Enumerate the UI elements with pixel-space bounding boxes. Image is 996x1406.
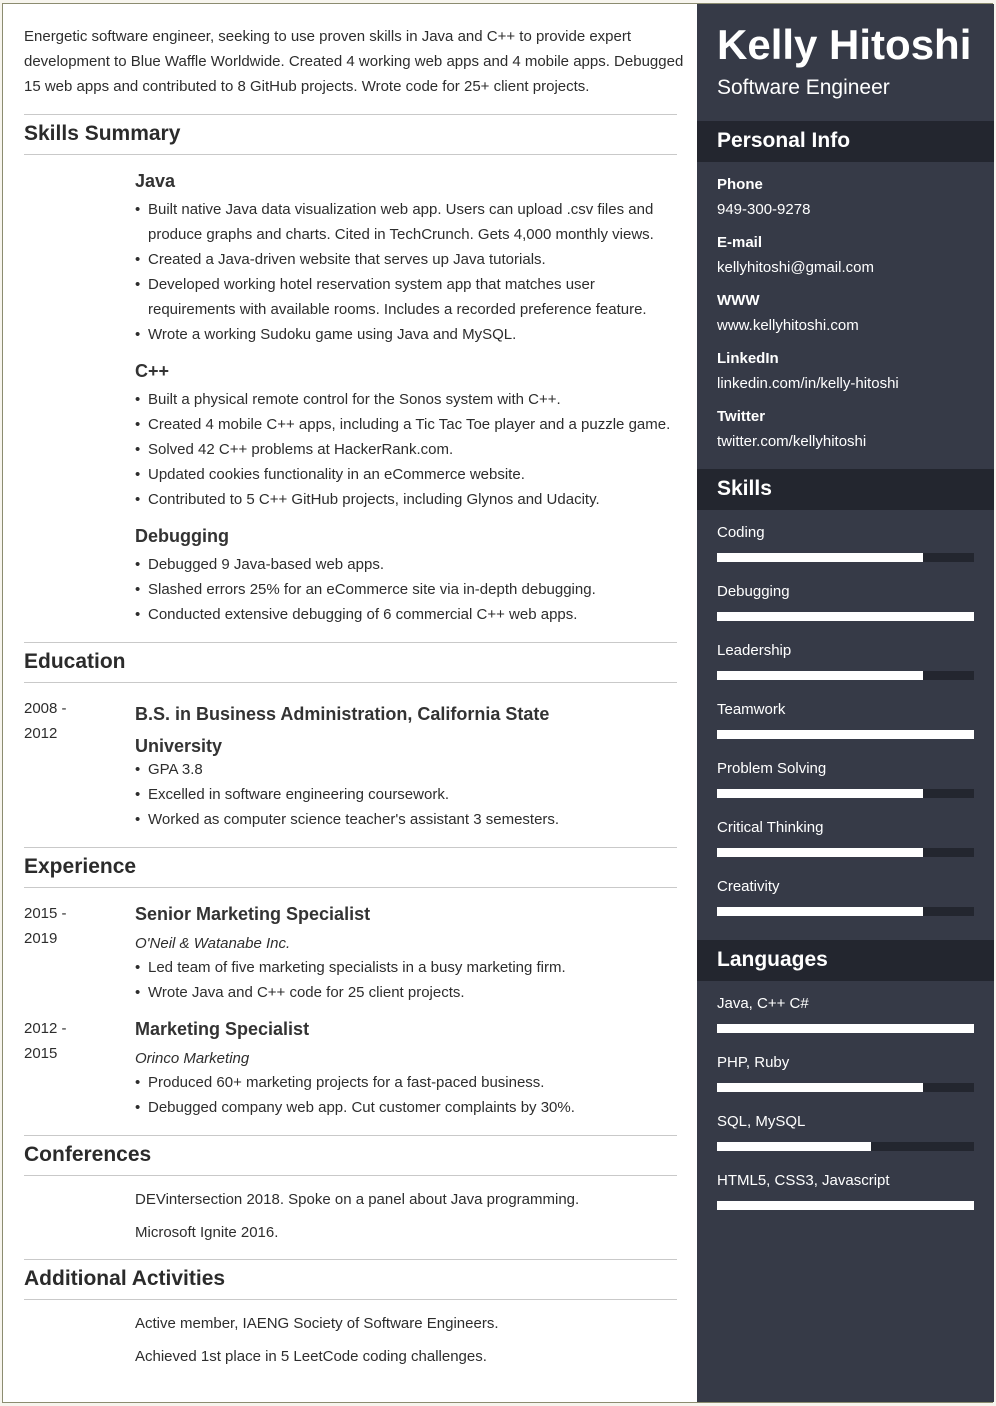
skill-bar-fill <box>717 671 923 680</box>
skill-bar <box>717 789 974 798</box>
resume-page <box>2 3 993 1403</box>
list-item: • Built native Java data visualization web app. Users can upload .csv files and produce graphs and charts. Cited in TechCrunch. Gets 4,000 monthly views. <box>135 197 680 247</box>
skill-group-bullets <box>135 552 680 627</box>
skills-title: Skills <box>717 477 772 500</box>
list-item: • Created a Java-driven website that serves up Java tutorials. <box>135 247 680 272</box>
skill-bar-fill <box>717 730 974 739</box>
list-item: • Developed working hotel reservation system app that matches user requirements with available rooms. Includes a recorded preference feature. <box>135 272 680 322</box>
language-bar <box>717 1201 974 1210</box>
contact-label: LinkedIn <box>717 350 779 367</box>
language-bar <box>717 1142 974 1151</box>
job-dates: 2015 - 2019 <box>24 905 67 947</box>
language-label: SQL, MySQL <box>717 1113 806 1130</box>
language-bar-fill <box>717 1142 871 1151</box>
list-item: • Led team of five marketing specialists in a busy marketing firm. <box>135 955 680 980</box>
skill-label: Debugging <box>717 583 790 600</box>
contact-label: WWW <box>717 292 760 309</box>
language-bar <box>717 1024 974 1033</box>
job-company: Orinco Marketing <box>135 1050 250 1067</box>
job-bullets <box>135 955 680 1005</box>
language-bar <box>717 1083 974 1092</box>
phone-value: 949-300-9278 <box>717 201 811 218</box>
language-label: PHP, Ruby <box>717 1054 790 1071</box>
skill-group-title: Debugging <box>135 526 229 546</box>
education-dates: 2008 - 2012 <box>24 700 67 742</box>
job-title: Senior Marketing Specialist <box>135 904 371 924</box>
contact-label: Twitter <box>717 408 766 425</box>
skill-label: Coding <box>717 524 765 541</box>
languages-title: Languages <box>717 948 828 971</box>
skill-bar-fill <box>717 848 923 857</box>
language-bar-fill <box>717 1083 923 1092</box>
skill-bar-fill <box>717 612 974 621</box>
skill-bar <box>717 730 974 739</box>
candidate-name: Kelly Hitoshi <box>717 21 972 68</box>
skill-label: Critical Thinking <box>717 819 824 836</box>
education-heading <box>24 642 677 683</box>
experience-heading <box>24 847 677 888</box>
twitter-value: twitter.com/kellyhitoshi <box>717 433 867 450</box>
conferences-heading <box>24 1135 677 1176</box>
list-item: • Produced 60+ marketing projects for a fast-paced business. <box>135 1070 680 1095</box>
list-item: • Built a physical remote control for the Sonos system with C++. <box>135 387 680 412</box>
conferences-title: Conferences <box>24 1143 152 1166</box>
list-item: • Debugged 9 Java-based web apps. <box>135 552 680 577</box>
list-item: • Worked as computer science teacher's assistant 3 semesters. <box>135 807 680 832</box>
email-value: kellyhitoshi@gmail.com <box>717 259 874 276</box>
job-bullets <box>135 1070 680 1120</box>
list-item: • Created 4 mobile C++ apps, including a Tic Tac Toe player and a puzzle game. <box>135 412 680 437</box>
language-label: HTML5, CSS3, Javascript <box>717 1172 890 1189</box>
additional-activities-heading <box>24 1259 677 1300</box>
main-column <box>3 4 697 1402</box>
skills-summary-heading <box>24 114 677 155</box>
website-value: www.kellyhitoshi.com <box>717 317 859 334</box>
job-dates: 2012 - 2015 <box>24 1020 67 1062</box>
skill-label: Creativity <box>717 878 780 895</box>
education-title: Education <box>24 650 126 673</box>
conference-item: Microsoft Ignite 2016. <box>135 1224 279 1241</box>
skill-bar-fill <box>717 553 923 562</box>
list-item: • Wrote a working Sudoku game using Java and MySQL. <box>135 322 680 347</box>
education-bullets <box>135 757 680 832</box>
list-item: • Updated cookies functionality in an eCommerce website. <box>135 462 680 487</box>
languages-heading <box>697 940 994 981</box>
list-item: • Wrote Java and C++ code for 25 client projects. <box>135 980 680 1005</box>
contact-label: E-mail <box>717 234 763 251</box>
skill-bar <box>717 848 974 857</box>
conference-item: DEVintersection 2018. Spoke on a panel about Java programming. <box>135 1191 580 1208</box>
skill-bar <box>717 612 974 621</box>
skill-bar <box>717 553 974 562</box>
skill-bar-fill <box>717 907 923 916</box>
candidate-title: Software Engineer <box>717 76 890 99</box>
skills-summary-title: Skills Summary <box>24 122 181 145</box>
language-label: Java, C++ C# <box>717 995 809 1012</box>
experience-title: Experience <box>24 855 137 878</box>
skill-label: Problem Solving <box>717 760 827 777</box>
sidebar <box>697 4 994 1402</box>
skill-group-title: C++ <box>135 361 170 381</box>
activity-item: Active member, IAENG Society of Software Engineers. <box>135 1315 499 1332</box>
personal-info-heading <box>697 121 994 162</box>
activity-item: Achieved 1st place in 5 LeetCode coding challenges. <box>135 1348 487 1365</box>
skill-group-bullets <box>135 387 680 512</box>
skill-bar <box>717 671 974 680</box>
skills-heading <box>697 469 994 510</box>
education-degree: B.S. in Business Administration, California State University <box>135 704 550 756</box>
language-bar-fill <box>717 1201 974 1210</box>
list-item: • Excelled in software engineering coursework. <box>135 782 680 807</box>
skill-group-title: Java <box>135 171 176 191</box>
skill-bar-fill <box>717 789 923 798</box>
skill-label: Leadership <box>717 642 792 659</box>
summary-paragraph: Energetic software engineer, seeking to use proven skills in Java and C++ to provide expert development to Blue Waffle Worldwide. Created 4 working web apps and 4 mobile apps. Debugged 15 web apps and contributed to 8 GitHub projects. Wrote code for 25+ client projects. <box>24 28 684 95</box>
contact-label: Phone <box>717 176 763 193</box>
list-item: • Solved 42 C++ problems at HackerRank.com. <box>135 437 680 462</box>
skill-bar <box>717 907 974 916</box>
list-item: • GPA 3.8 <box>135 757 680 782</box>
skill-label: Teamwork <box>717 701 786 718</box>
list-item: • Debugged company web app. Cut customer complaints by 30%. <box>135 1095 680 1120</box>
additional-activities-title: Additional Activities <box>24 1267 226 1290</box>
list-item: • Conducted extensive debugging of 6 commercial C++ web apps. <box>135 602 680 627</box>
personal-info-title: Personal Info <box>717 129 851 152</box>
list-item: • Slashed errors 25% for an eCommerce site via in-depth debugging. <box>135 577 680 602</box>
job-company: O'Neil & Watanabe Inc. <box>135 935 291 952</box>
linkedin-value: linkedin.com/in/kelly-hitoshi <box>717 375 899 392</box>
list-item: • Contributed to 5 C++ GitHub projects, including Glynos and Udacity. <box>135 487 680 512</box>
skill-group-bullets <box>135 197 680 347</box>
job-title: Marketing Specialist <box>135 1019 310 1039</box>
language-bar-fill <box>717 1024 974 1033</box>
